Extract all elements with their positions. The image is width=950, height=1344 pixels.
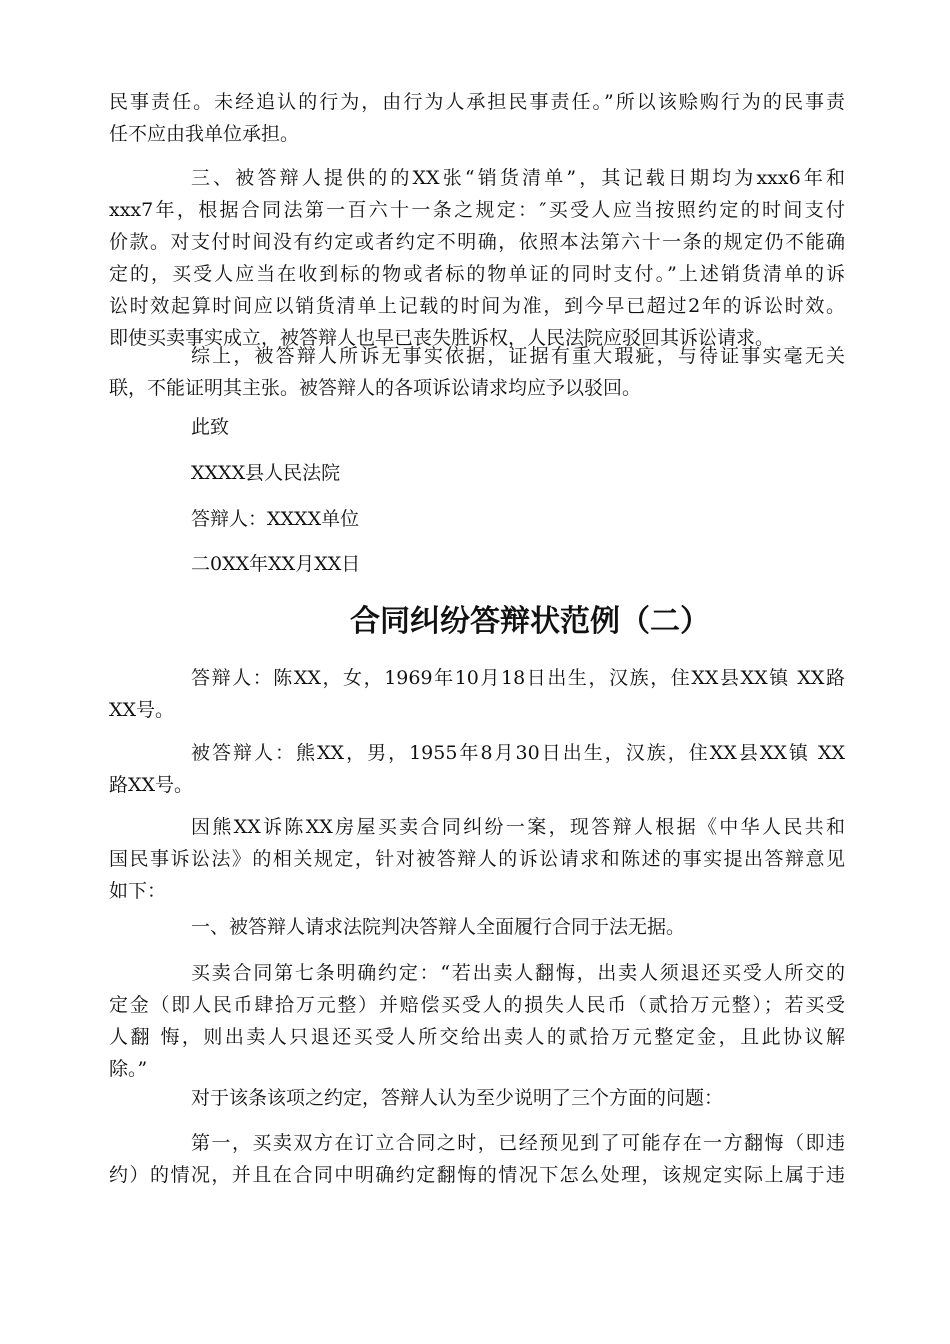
paragraph-claimant	[109, 737, 845, 801]
text-line: 答辩人：陈XX，女，1969年10月18日出生，汉族，住XX县XX镇 XX路	[191, 667, 845, 689]
text-line: 联，不能证明其主张。被答辩人的各项诉讼请求均应予以驳回。	[109, 377, 642, 399]
paragraph-first-issue	[109, 1127, 845, 1191]
closing-salutation: 此致	[191, 416, 230, 438]
paragraph-contract-clause	[109, 957, 845, 1085]
paragraph-summary	[109, 340, 845, 404]
paragraph-three-issues: 对于该条该项之约定，答辩人认为至少说明了三个方面的问题：	[191, 1087, 724, 1109]
text-line: 第一，买卖双方在订立合同之时，已经预见到了可能存在一方翻悔（即违	[191, 1132, 845, 1154]
paragraph-respondent	[109, 662, 845, 726]
text-line: 任不应由我单位承担。	[109, 123, 300, 145]
paragraph-liability	[109, 86, 845, 150]
text-line: 综上，被答辩人所诉无事实依据，证据有重大瑕疵，与待证事实毫无关	[191, 345, 845, 367]
point-one-heading: 一、被答辩人请求法院判决答辩人全面履行合同于法无据。	[191, 916, 686, 938]
document-title: 合同纠纷答辩状范例（二）	[350, 604, 710, 639]
text-line: 被答辩人：熊XX，男，1955年8月30日出生，汉族，住XX县XX镇 XX	[191, 742, 845, 764]
signer: 答辩人：XXXX单位	[191, 508, 360, 530]
court-name: XXXX县人民法院	[191, 462, 341, 484]
text-line: 讼时效起算时间应以销货清单上记载的时间为准，到今早已超过2年的诉讼时效。	[109, 295, 845, 317]
text-line: 如下：	[109, 880, 167, 902]
text-line: 三、被答辩人提供的的XX张“销货清单”，其记载日期均为xxx6年和	[191, 167, 845, 189]
text-line: 国民事诉讼法》的相关规定，针对被答辩人的诉讼请求和陈述的事实提出答辩意见	[109, 848, 845, 870]
text-line: 定的，买受人应当在收到标的物或者标的物单证的同时支付。”上述销货清单的诉	[109, 263, 845, 285]
text-line: 除。”	[109, 1058, 148, 1080]
text-line: 买卖合同第七条明确约定：“若出卖人翻悔，出卖人须退还买受人所交的	[191, 962, 845, 984]
text-line: 约）的情况，并且在合同中明确约定翻悔的情况下怎么处理，该规定实际上属于违	[109, 1164, 845, 1186]
text-line: 即使买卖事实成立，被答辩人也早已丧失胜诉权，人民法院应驳回其诉讼请求。	[109, 327, 775, 349]
date: 二0XX年XX月XX日	[191, 553, 361, 575]
text-line: 路XX号。	[109, 774, 194, 796]
text-line: 因熊XX诉陈XX房屋买卖合同纠纷一案，现答辩人根据《中华人民共和	[191, 816, 845, 838]
text-line: XX号。	[109, 699, 175, 721]
paragraph-three	[109, 162, 845, 354]
text-line: 民事责任。未经追认的行为，由行为人承担民事责任。”所以该赊购行为的民事责	[109, 91, 845, 113]
text-line: 人翻 悔，则出卖人只退还买受人所交给出卖人的贰拾万元整定金，且此协议解	[109, 1026, 845, 1048]
text-line: 价款。对支付时间没有约定或者约定不明确，依照本法第六十一条的规定仍不能确	[109, 231, 845, 253]
text-line: 定金（即人民币肆拾万元整）并赔偿买受人的损失人民币（贰拾万元整）；若买受	[109, 994, 845, 1016]
paragraph-case-intro	[109, 811, 845, 907]
text-line: xxx7年，根据合同法第一百六十一条之规定：″买受人应当按照约定的时间支付	[109, 199, 845, 221]
